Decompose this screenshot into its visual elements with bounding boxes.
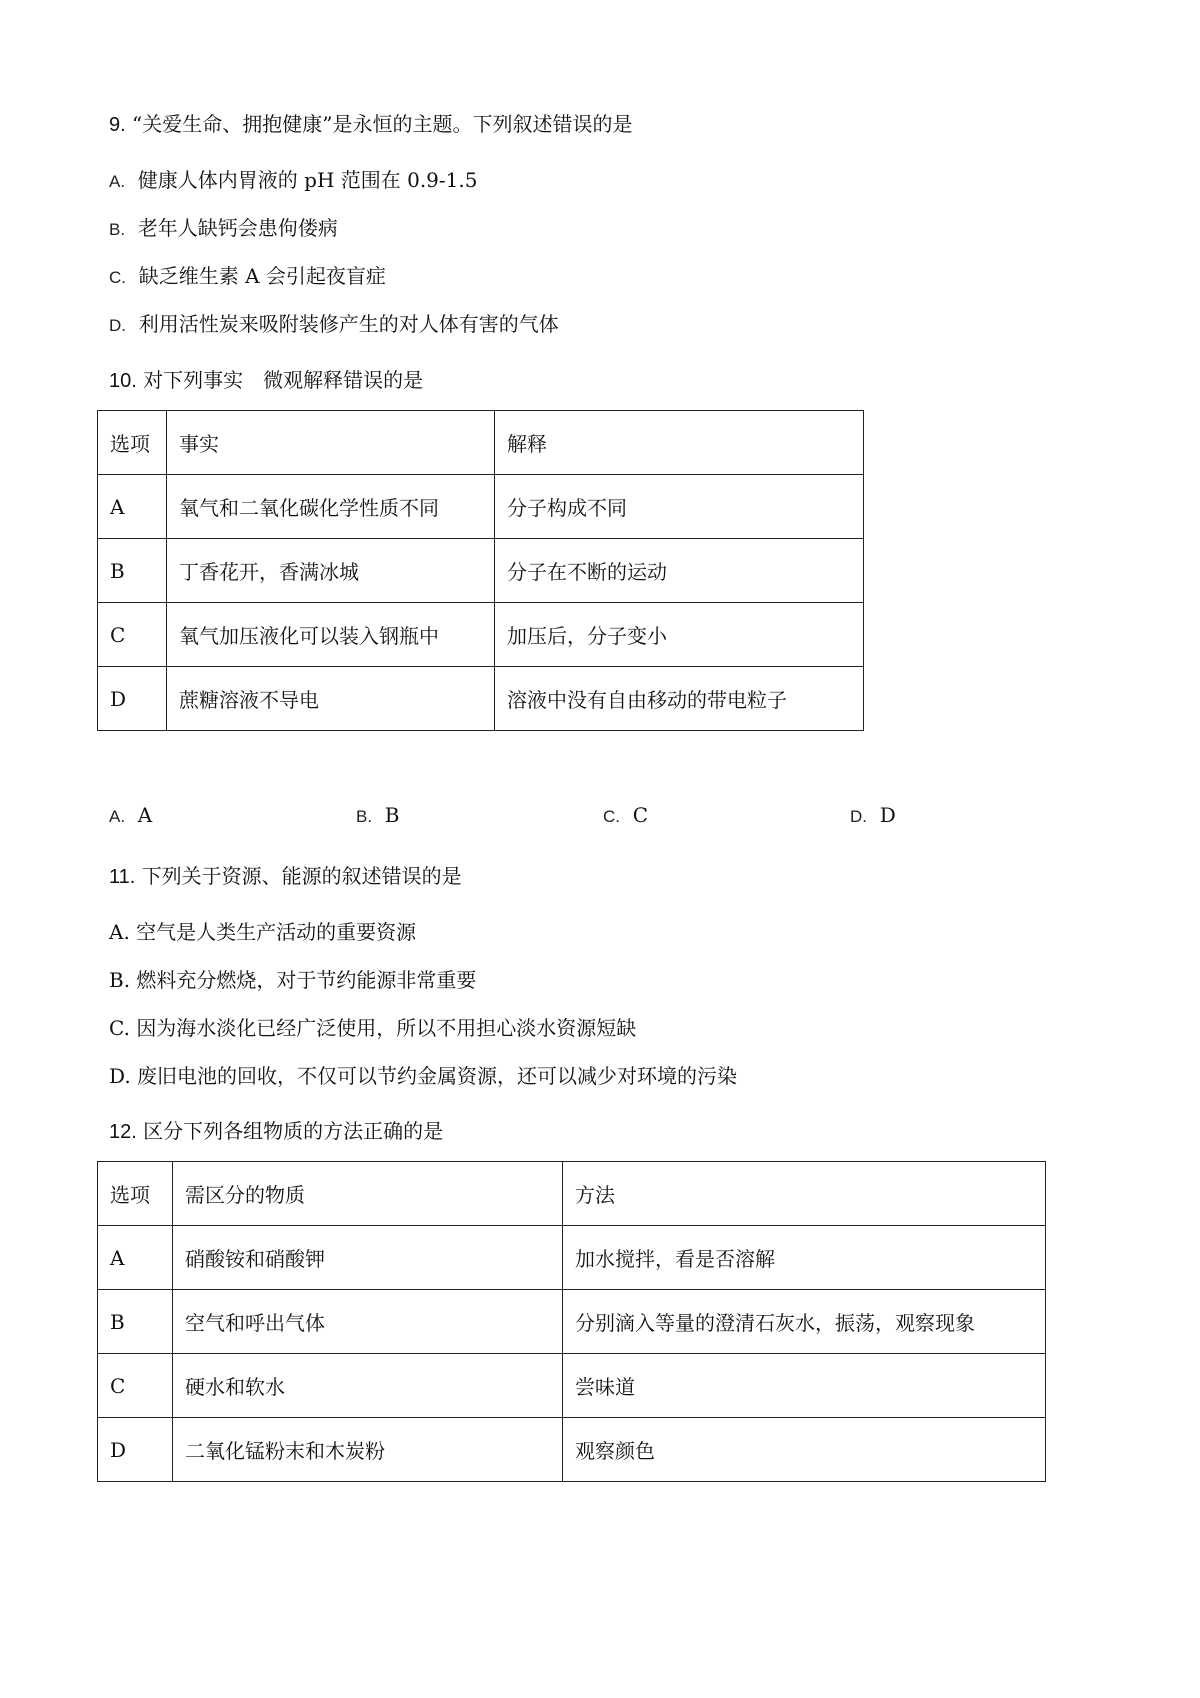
q11-option-b: B. 燃料充分燃烧，对于节约能源非常重要: [109, 968, 477, 992]
table-row: [98, 603, 864, 667]
q10-options: [109, 803, 1009, 831]
q10-table: [97, 410, 864, 731]
q11-stem: 11. 下列关于资源、能源的叙述错误的是: [109, 864, 462, 888]
q10-option-b: B. B: [356, 803, 400, 827]
q11-option-c: C. 因为海水淡化已经广泛使用，所以不用担心淡水资源短缺: [109, 1016, 637, 1040]
table-row: [98, 1418, 1046, 1482]
q11-option-a: A. 空气是人类生产活动的重要资源: [109, 920, 417, 944]
q12-stem: 12. 区分下列各组物质的方法正确的是: [109, 1119, 444, 1143]
table-cell: A: [98, 475, 167, 539]
q10-option-d: D. D: [850, 803, 896, 827]
table-row: [98, 1226, 1046, 1290]
table-cell: 加水搅拌，看是否溶解: [563, 1226, 1046, 1290]
table-row: [98, 411, 864, 475]
table-row: [98, 1354, 1046, 1418]
table-header-cell: 解释: [495, 411, 864, 475]
table-cell: B: [98, 539, 167, 603]
table-cell: 二氧化锰粉末和木炭粉: [173, 1418, 563, 1482]
q9-option-d: D. 利用活性炭来吸附装修产生的对人体有害的气体: [109, 312, 559, 336]
table-header-cell: 事实: [167, 411, 495, 475]
q9-option-b: B. 老年人缺钙会患佝偻病: [109, 216, 338, 240]
table-header-cell: 方法: [563, 1162, 1046, 1226]
table-cell: 空气和呼出气体: [173, 1290, 563, 1354]
table-cell: 加压后，分子变小: [495, 603, 864, 667]
table-header-cell: 选项: [98, 411, 167, 475]
table-header-cell: 需区分的物质: [173, 1162, 563, 1226]
table-row: [98, 475, 864, 539]
table-cell: A: [98, 1226, 173, 1290]
table-cell: 氧气加压液化可以装入钢瓶中: [167, 603, 495, 667]
table-cell: C: [98, 1354, 173, 1418]
q9-option-a: A. 健康人体内胃液的 pH 范围在 0.9-1.5: [109, 168, 478, 192]
table-cell: 氧气和二氧化碳化学性质不同: [167, 475, 495, 539]
q10-stem: 10. 对下列事实 微观解释错误的是: [109, 368, 424, 392]
table-cell: 分子构成不同: [495, 475, 864, 539]
table-cell: D: [98, 1418, 173, 1482]
q12-table: [97, 1161, 1046, 1482]
table-cell: 尝味道: [563, 1354, 1046, 1418]
table-cell: 硝酸铵和硝酸钾: [173, 1226, 563, 1290]
q9-stem: 9. “关爱生命、拥抱健康”是永恒的主题。下列叙述错误的是: [109, 112, 633, 136]
table-cell: D: [98, 667, 167, 731]
table-row: [98, 1290, 1046, 1354]
table-cell: 硬水和软水: [173, 1354, 563, 1418]
table-cell: C: [98, 603, 167, 667]
table-cell: 蔗糖溶液不导电: [167, 667, 495, 731]
q10-option-c: C. C: [603, 803, 649, 827]
table-row: [98, 1162, 1046, 1226]
table-row: [98, 667, 864, 731]
table-cell: 丁香花开，香满冰城: [167, 539, 495, 603]
table-cell: 观察颜色: [563, 1418, 1046, 1482]
table-cell: 分子在不断的运动: [495, 539, 864, 603]
table-cell: 分别滴入等量的澄清石灰水，振荡，观察现象: [563, 1290, 1046, 1354]
table-cell: B: [98, 1290, 173, 1354]
q10-option-a: A. A: [109, 803, 153, 827]
table-row: [98, 539, 864, 603]
table-header-cell: 选项: [98, 1162, 173, 1226]
table-cell: 溶液中没有自由移动的带电粒子: [495, 667, 864, 731]
q11-option-d: D. 废旧电池的回收，不仅可以节约金属资源，还可以减少对环境的污染: [109, 1064, 738, 1088]
q9-option-c: C. 缺乏维生素 A 会引起夜盲症: [109, 264, 386, 288]
